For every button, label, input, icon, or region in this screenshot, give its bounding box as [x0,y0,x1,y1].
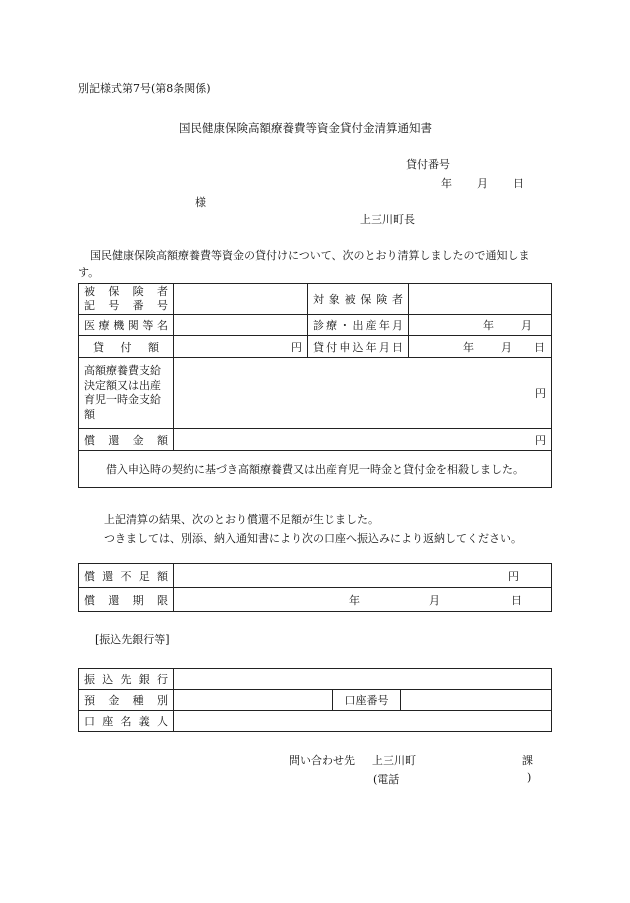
account-holder-value [174,711,552,732]
bank-value [174,669,552,690]
bank-section-title: [振込先銀行等] [95,633,170,646]
issue-date-year: 年 [441,177,452,190]
repayment-amount-value: 円 [174,429,552,451]
application-date-label: 貸付申込年月日 [308,336,409,358]
contact-town: 上三川町 [372,754,416,767]
institution-label: 医療機関等名 [79,315,174,336]
deposit-type-label: 預金種別 [79,690,174,711]
contact-phone-close: ) [527,771,532,784]
benefit-amount-value: 円 [174,358,552,429]
institution-value [174,315,308,336]
settlement-table [78,283,552,488]
subject-insured-value [409,284,552,315]
repayment-amount-label: 償還金額 [79,429,174,451]
contact-label: 問い合わせ先 [289,754,355,767]
intro-paragraph: 国民健康保険高額療養費等資金の貸付けについて、次のとおり清算しましたので通知します。 [78,249,530,279]
form-reference: 別記様式第7号(第8条関係) [78,82,211,95]
contact-section: 課 [522,754,533,767]
offset-note: 借入申込時の契約に基づき高額療養費又は出産育児一時金と貸付金を相殺しました。 [79,451,552,488]
bank-label: 振込先銀行 [79,669,174,690]
deadline-label: 償還期限 [79,588,174,612]
issue-date-month: 月 [477,177,488,190]
shortfall-label: 償還不足額 [79,564,174,588]
insured-number-label: 被 保 険 者 記 号 番 号 [79,284,174,315]
deposit-type-value [174,690,333,711]
loan-amount-label: 貸付額 [79,336,174,358]
issue-date-day: 日 [513,177,524,190]
issuer-name: 上三川町長 [360,213,415,226]
treatment-date-value: 年 月 [409,315,552,336]
document-title: 国民健康保険高額療養費等資金貸付金清算通知書 [179,121,432,135]
benefit-amount-label: 高額療養費支給決定額又は出産育児一時金支給額 [79,358,174,429]
bank-table [78,668,552,732]
addressee-suffix: 様 [195,196,206,209]
deadline-value: 年 月 日 [174,588,552,612]
shortfall-table [78,563,552,612]
application-date-value: 年 月 日 [409,336,552,358]
result-line-1: 上記清算の結果、次のとおり償還不足額が生じました。 [104,513,379,526]
subject-insured-label: 対象被保険者 [308,284,409,315]
shortfall-value: 円 [174,564,552,588]
treatment-date-label: 診療・出産年月 [308,315,409,336]
account-holder-label: 口座名義人 [79,711,174,732]
loan-amount-value: 円 [174,336,308,358]
loan-number-label: 貸付番号 [406,158,450,171]
result-line-2: つきましては、別添、納入通知書により次の口座へ振込みにより返納してください。 [104,532,522,545]
contact-phone-open: (電話 [373,773,400,786]
account-number-value [401,690,552,711]
account-number-label: 口座番号 [333,690,401,711]
insured-number-value [174,284,308,315]
